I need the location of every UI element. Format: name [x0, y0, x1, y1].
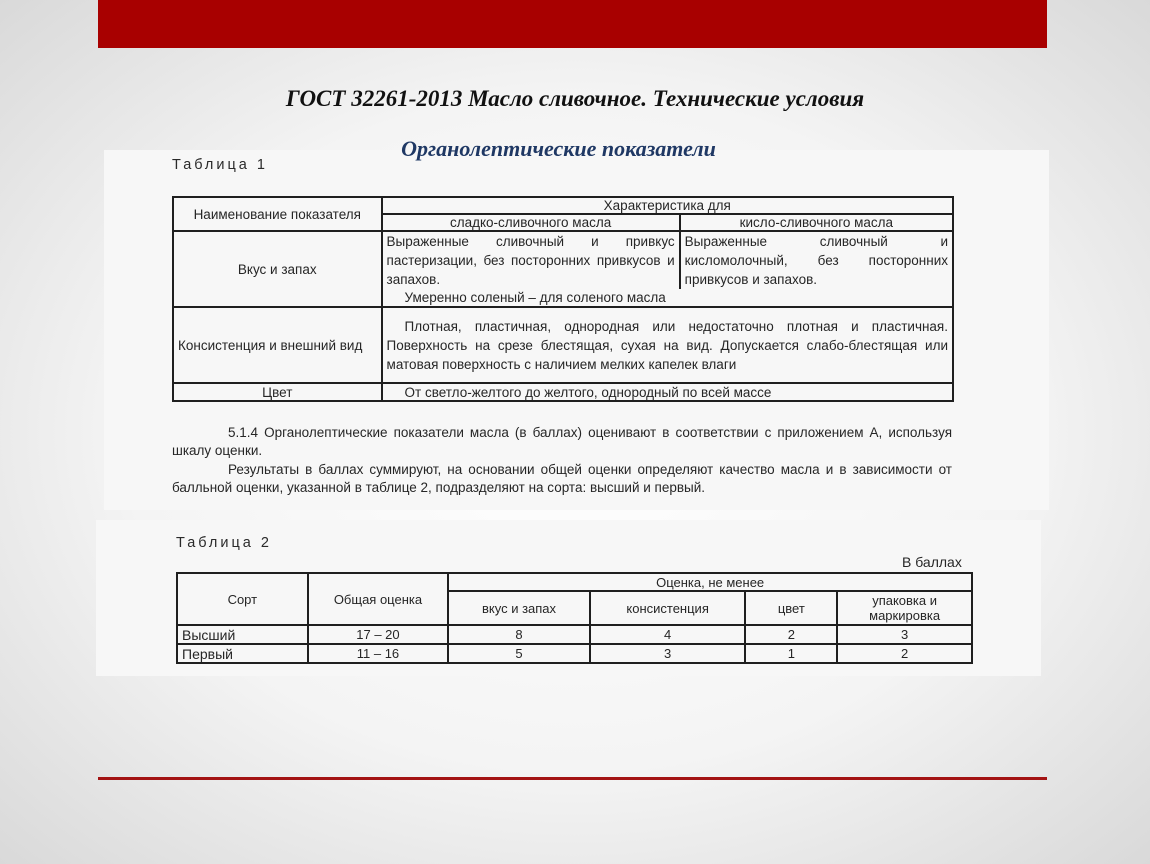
slide-title: ГОСТ 32261-2013 Масло сливочное. Технические условия — [285, 86, 865, 111]
t2-row-color: 2 — [745, 625, 837, 644]
t1-header-sour: кисло-сливочного масла — [680, 214, 953, 231]
t2-row-total: 11 – 16 — [308, 644, 449, 663]
t2-row-consistency: 3 — [590, 644, 746, 663]
t2-row-packaging: 3 — [837, 625, 972, 644]
table2 — [176, 572, 973, 664]
t1-row-taste-salted: Умеренно соленый – для соленого масла — [382, 289, 953, 307]
t1-header-sweet: сладко-сливочного масла — [382, 214, 680, 231]
t1-row-consistency-text: Плотная, пластичная, однородная или недостаточно плотная и пластичная. Поверхность на срезе блестящая, сухая на вид. Допускается слабо-блестящая или матовая поверхность с наличием мелких капелек влаги — [382, 307, 953, 383]
table1-caption: Таблица 1 — [172, 157, 268, 173]
t2-header-color: цвет — [745, 591, 837, 625]
table-row — [177, 644, 972, 663]
t2-row-consistency: 4 — [590, 625, 746, 644]
paragraph-5-1-4: 5.1.4 Органолептические показатели масла (в баллах) оценивают в соответствии с приложением А, используя шкалу оценки. — [172, 425, 952, 458]
t2-header-consistency: консистенция — [590, 591, 746, 625]
paragraph-results: Результаты в баллах суммируют, на основании общей оценки определяют качество масла и в зависимости от балльной оценки, указанной в таблице 2, подразделяют на сорта: высший и первый. — [172, 462, 952, 495]
t1-row-consistency-label: Консистенция и внешний вид — [173, 307, 382, 383]
t1-row-taste-sour: Выраженные сливочный и кисломолочный, без посторонних привкусов и запахов. — [680, 231, 953, 289]
t2-row-packaging: 2 — [837, 644, 972, 663]
bottom-divider — [98, 777, 1047, 780]
top-accent-bar — [98, 0, 1047, 48]
t1-header-indicator: Наименование показателя — [173, 197, 382, 231]
t2-row-total: 17 – 20 — [308, 625, 449, 644]
table-row — [177, 625, 972, 644]
t1-row-taste-label: Вкус и запах — [173, 231, 382, 307]
t1-row-taste-sweet: Выраженные сливочный и привкус пастеризации, без посторонних привкусов и запахов. — [382, 231, 680, 289]
t1-row-color-label: Цвет — [173, 383, 382, 401]
t2-row-grade: Высший — [177, 625, 308, 644]
t2-row-taste: 5 — [448, 644, 590, 663]
t2-row-color: 1 — [745, 644, 837, 663]
t2-header-packaging: упаковка и маркировка — [837, 591, 972, 625]
table1 — [172, 196, 954, 402]
t2-row-taste: 8 — [448, 625, 590, 644]
slide-subtitle: Органолептические показатели — [401, 136, 716, 161]
table2-caption: Таблица 2 — [176, 535, 272, 551]
t2-header-taste: вкус и запах — [448, 591, 590, 625]
t1-row-color-text: От светло-желтого до желтого, однородный по всей массе — [382, 383, 953, 401]
t2-row-grade: Первый — [177, 644, 308, 663]
t2-header-min-score: Оценка, не менее — [448, 573, 972, 591]
t2-header-grade: Сорт — [177, 573, 308, 625]
t2-header-total: Общая оценка — [308, 573, 449, 625]
table2-units: В баллах — [902, 554, 962, 570]
t1-header-characteristic: Характеристика для — [382, 197, 953, 214]
